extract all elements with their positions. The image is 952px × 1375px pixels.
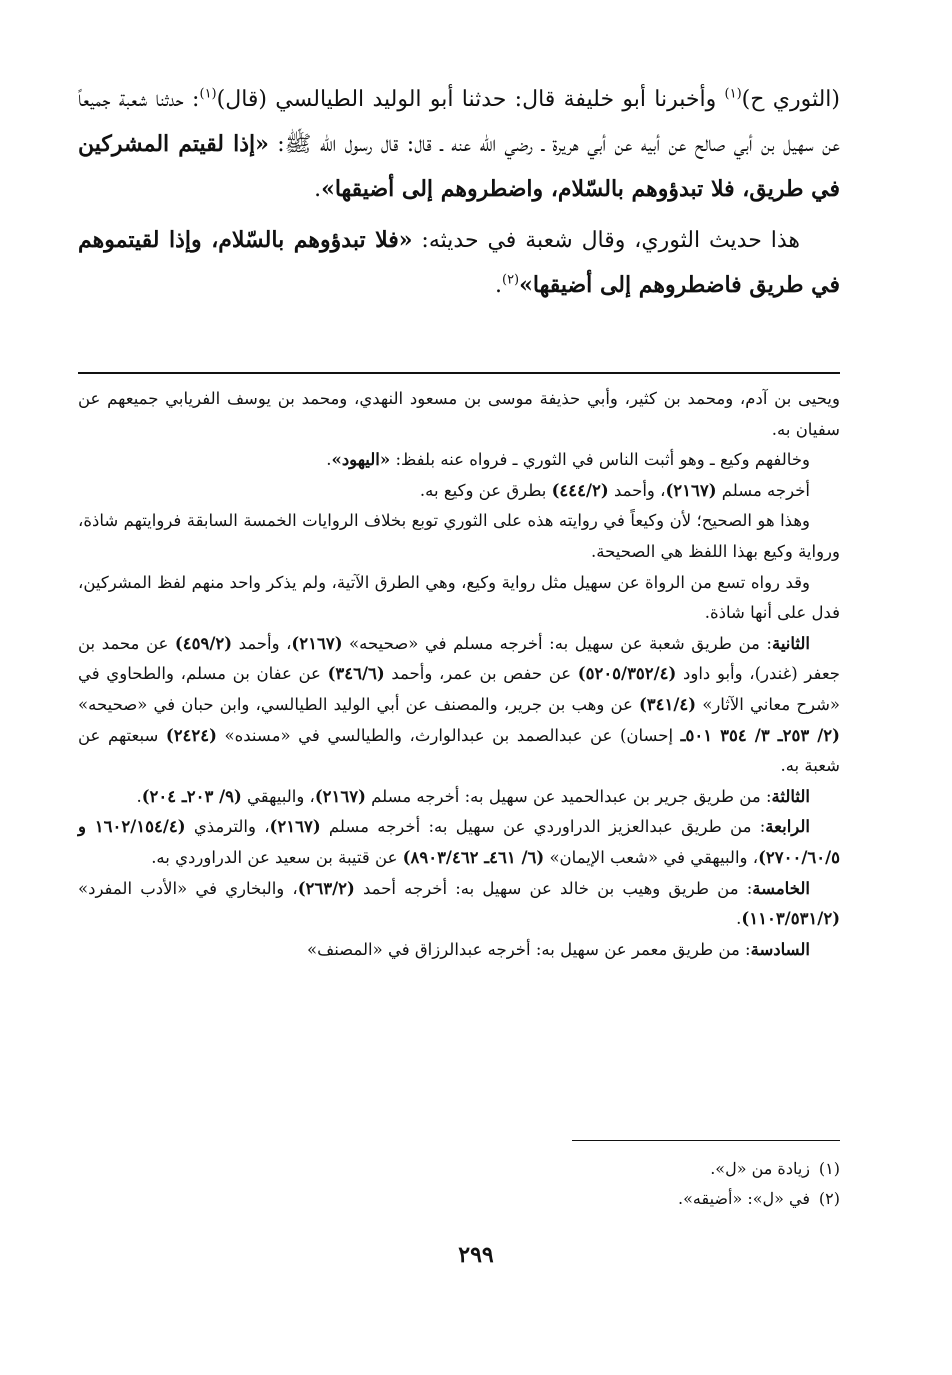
note-paragraph: وهذا هو الصحيح؛ لأن وكيعاً في روايته هذه على الثوري توبع بخلاف الروايات الخمسة السابقة فروايتهم شاذة، ورواية وكيع بهذا اللفظ هي الصحيحة. <box>78 511 840 561</box>
text-span: عن محمد بن جعفر (غندر)، وأبو داود <box>78 633 840 684</box>
reference: (١٦٠٢/١٥٤/٤ و ٢٧٠٠/٦٠/٥) <box>78 817 840 867</box>
text-span: أخرجه مسلم <box>716 480 810 500</box>
text-span: ، وأحمد <box>608 480 666 500</box>
reference: (١١٠٣/٥٣١/٢) <box>741 909 840 929</box>
note-paragraph: وقد رواه تسع من الرواة عن سهيل مثل رواية وكيع، وهي الطرق الآتية، ولم يذكر واحد منهم لفظ المشركين، فدل على أنها شاذة. <box>78 572 840 623</box>
text-span: ، وأحمد <box>232 633 292 653</box>
section-heading: الثالثة <box>771 786 810 806</box>
text-span: ، والبيهقي في «شعب الإيمان» <box>544 847 759 867</box>
text-span: : حدثنا شعبة جميعاً عن سهيل بن أبي صالح عن أبيه عن أبي هريرة ـ رضي الله عنه ـ قال: قال رسول الله ﷺ: <box>78 87 841 157</box>
reference: (٢١٦٧) <box>269 817 321 837</box>
footnote-number: (١) <box>818 1159 840 1178</box>
section-heading: الثانية <box>771 633 811 653</box>
text-span: وأخبرنا أبو خليفة قال: حدثنا أبو الوليد الطيالسي (قال) <box>216 87 725 112</box>
text-span: هذا حديث الثوري، وقال شعبة في حديثه: <box>412 228 800 253</box>
hadith-text: «إذا لقيتم المشركين في طريق، فلا تبدؤوهم بالسّلام، واضطروهم إلى أضيقها» <box>78 131 840 202</box>
note-paragraph: ويحيى بن آدم، ومحمد بن كثير، وأبي حذيفة موسى بن مسعود النهدي، ومحمد بن يوسف الفريابي جميعهم عن سفيان به. <box>78 389 840 439</box>
footnotes <box>78 1154 840 1214</box>
text-span: سبعتهم عن شعبة به. <box>78 725 840 776</box>
footnote-text: في «ل»: «أضيقه». <box>678 1189 810 1208</box>
footnote-number: (٢) <box>818 1189 840 1208</box>
text-span: ، والبيهقي <box>241 786 315 806</box>
reference: (٤٤٤/٢) <box>551 480 609 500</box>
note-paragraph <box>78 782 840 813</box>
reference: (٩/ ٢٠٣ـ ٢٠٤) <box>141 786 242 806</box>
section-heading: السادسة <box>750 939 810 959</box>
page-number: ٢٩٩ <box>458 1242 494 1268</box>
text-span: . <box>314 177 322 202</box>
note-paragraph <box>78 629 840 782</box>
footnote-rule <box>572 1140 840 1141</box>
reference: (٢١٦٧) <box>291 633 343 653</box>
reference: (٣٤٦/٦) <box>327 664 385 684</box>
text-span: ، والترمذي <box>185 817 270 837</box>
text-span: : من طريق عبدالعزيز الدراوردي عن سهيل به: أخرجه مسلم <box>320 817 766 837</box>
text-span: عن قتيبة بن سعيد عن الدراوردي به. <box>151 847 403 867</box>
text-span: . <box>736 909 742 929</box>
text-span: عن حفص بن عمر، وأحمد <box>384 664 578 684</box>
reference: (٢/ ٢٥٣ـ ٣/ ٣٥٤ ٥٠١ـ <box>680 725 840 745</box>
bold-text: «اليهود» <box>331 450 391 470</box>
note-paragraph <box>78 874 840 935</box>
reference: (٢١٦٧) <box>314 786 366 806</box>
text-span: عن وهب بن جرير، والمصنف عن أبي الوليد الطيالسي، وابن حبان في «صحيحه» <box>78 694 639 714</box>
text-span: إحسان) عن عبدالصمد بن عبدالوارث، والطيالسي في «مسنده» <box>216 725 681 745</box>
reference: (٤٥٩/٢) <box>174 633 233 653</box>
text-span: عن عفان بن مسلم، والطحاوي في «شرح معاني الآثار» <box>78 664 840 714</box>
notes-section <box>78 384 840 965</box>
footnote-ref: (٢) <box>501 272 520 288</box>
note-paragraph <box>78 476 840 507</box>
main-paragraph-1 <box>78 78 840 212</box>
note-paragraph <box>78 812 840 873</box>
reference: (٢٦٣/٢) <box>297 878 355 898</box>
reference: (٥٢٠٥/٣٥٢/٤) <box>577 664 677 684</box>
text-span: : من طريق جرير بن عبدالحميد عن سهيل به: أخرجه مسلم <box>365 786 772 806</box>
text-span: . <box>494 273 502 298</box>
reference: (٣٤١/٤) <box>638 694 697 714</box>
text-span: وخالفهم وكيع ـ وهو أثبت الناس في الثوري ـ فرواه عنه بلفظ: <box>390 450 810 470</box>
section-heading: الخامسة <box>752 878 810 898</box>
text-span: بطرق عن وكيع به. <box>419 480 552 500</box>
note-paragraph <box>78 935 840 966</box>
text-span: : من طريق وهيب بن خالد عن سهيل به: أخرجه أحمد <box>354 878 753 898</box>
hadith-text: «فلا تبدؤوهم بالسّلام، وإذا لقيتموهم في طريق فاضطروهم إلى أضيقها» <box>78 227 840 298</box>
footnote-text: زيادة من «ل». <box>710 1159 810 1178</box>
reference: (٢٤٢٤) <box>165 725 217 745</box>
main-paragraph-2 <box>78 218 840 308</box>
reference: (٦/ ٤٦١ـ ٨٩٠٣/٤٦٢) <box>402 847 545 867</box>
separator-rule <box>78 372 840 374</box>
main-text <box>78 78 840 308</box>
reference: (٢١٦٧) <box>665 480 717 500</box>
footnote-item <box>78 1154 840 1184</box>
text-span: . <box>326 450 332 470</box>
text-span: . <box>136 786 142 806</box>
footnote-ref: (١) <box>199 86 217 102</box>
text-span: (الثوري ح) <box>741 87 840 112</box>
text-span: : من طريق معمر عن سهيل به: أخرجه عبدالرزاق في «المصنف» <box>307 939 751 959</box>
footnote-ref: (١) <box>724 86 742 102</box>
footnote-item <box>78 1184 840 1214</box>
text-span: : من طريق شعبة عن سهيل به: أخرجه مسلم في «صحيحه» <box>342 633 772 653</box>
note-paragraph <box>78 445 840 476</box>
section-heading: الرابعة <box>765 817 810 837</box>
text-span: ، والبخاري في «الأدب المفرد» <box>78 878 298 898</box>
